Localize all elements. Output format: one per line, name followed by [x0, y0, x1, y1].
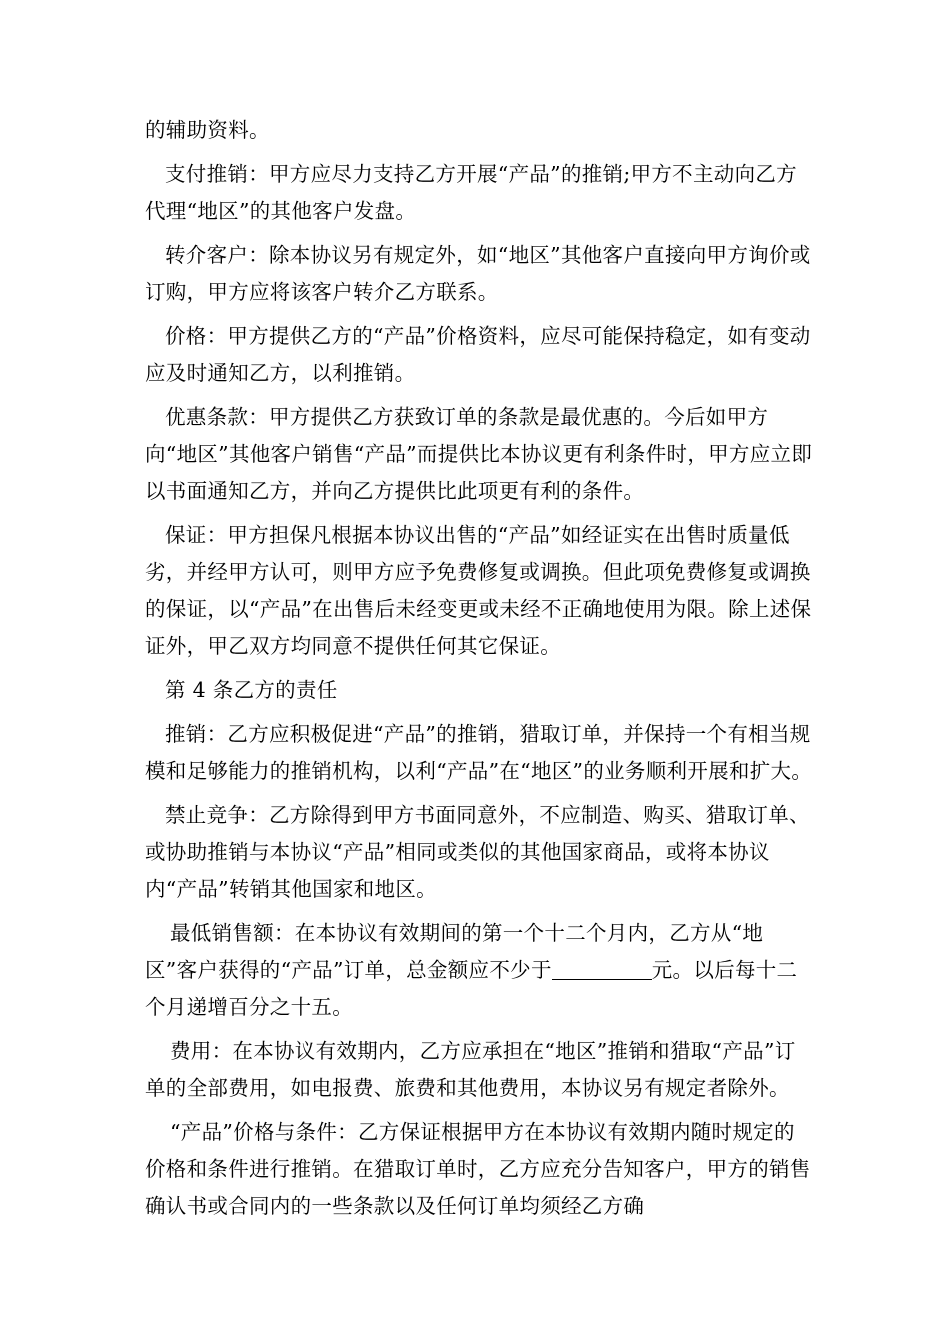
minimum-sales-text-after: 元。以后每十二个月递增百分之十五。	[145, 958, 798, 1019]
paragraph-non-competition: 禁止竞争：乙方除得到甲方书面同意外，不应制造、购买、猎取订单、或协助推销与本协议“产品”相同或类似的其他国家商品，或将本协议内“产品”转销其他国家和地区。	[145, 803, 810, 901]
paragraph-price: 价格：甲方提供乙方的“产品”价格资料，应尽可能保持稳定，如有变动应及时通知乙方，以利推销。	[145, 324, 811, 385]
paragraph-support-promotion: 支付推销：甲方应尽力支持乙方开展“产品”的推销;甲方不主动向乙方代理“地区”的其他客户发盘。	[145, 162, 797, 223]
document-body	[145, 112, 815, 1232]
paragraph-price-and-conditions: “产品”价格与条件：乙方保证根据甲方在本协议有效期内随时规定的价格和条件进行推销。在猎取订单时，乙方应充分告知客户，甲方的销售确认书或合同内的一些条款以及任何订单均须经乙方确	[145, 1120, 811, 1218]
paragraph-guarantee: 保证：甲方担保凡根据本协议出售的“产品”如经证实在出售时质量低劣，并经甲方认可，则甲方应予免费修复或调换。但此项免费修复或调换的保证，以“产品”在出售后未经变更或未经不正确地使用为限。除上述保证外，甲乙双方均同意不提供任何其它保证。	[145, 523, 812, 658]
paragraph-minimum-sales	[145, 915, 815, 1026]
paragraph-preferential-terms: 优惠条款：甲方提供乙方获致订单的条款是最优惠的。今后如甲方向“地区”其他客户销售“产品”而提供比本协议更有利条件时，甲方应立即以书面通知乙方，并向乙方提供比此项更有利的条件。	[145, 405, 813, 503]
minimum-sales-text-before: 最低销售额：在本协议有效期间的第一个十二个月内，乙方从“地区”客户获得的“产品”订单，总金额应不少于	[145, 921, 764, 982]
section-heading-article-4: 第 4 条乙方的责任	[165, 678, 338, 702]
paragraph-continuation: 的辅助资料。	[145, 118, 270, 142]
amount-blank-line	[552, 959, 652, 980]
paragraph-referral-clients: 转介客户：除本协议另有规定外，如“地区”其他客户直接向甲方询价或订购，甲方应将该客户转介乙方联系。	[145, 243, 811, 304]
paragraph-promotion: 推销：乙方应积极促进“产品”的推销，猎取订单，并保持一个有相当规模和足够能力的推销机构，以利“产品”在“地区”的业务顺利开展和扩大。	[145, 722, 813, 783]
paragraph-expenses: 费用：在本协议有效期内，乙方应承担在“地区”推销和猎取“产品”订单的全部费用，如电报费、旅费和其他费用，本协议另有规定者除外。	[145, 1039, 796, 1100]
